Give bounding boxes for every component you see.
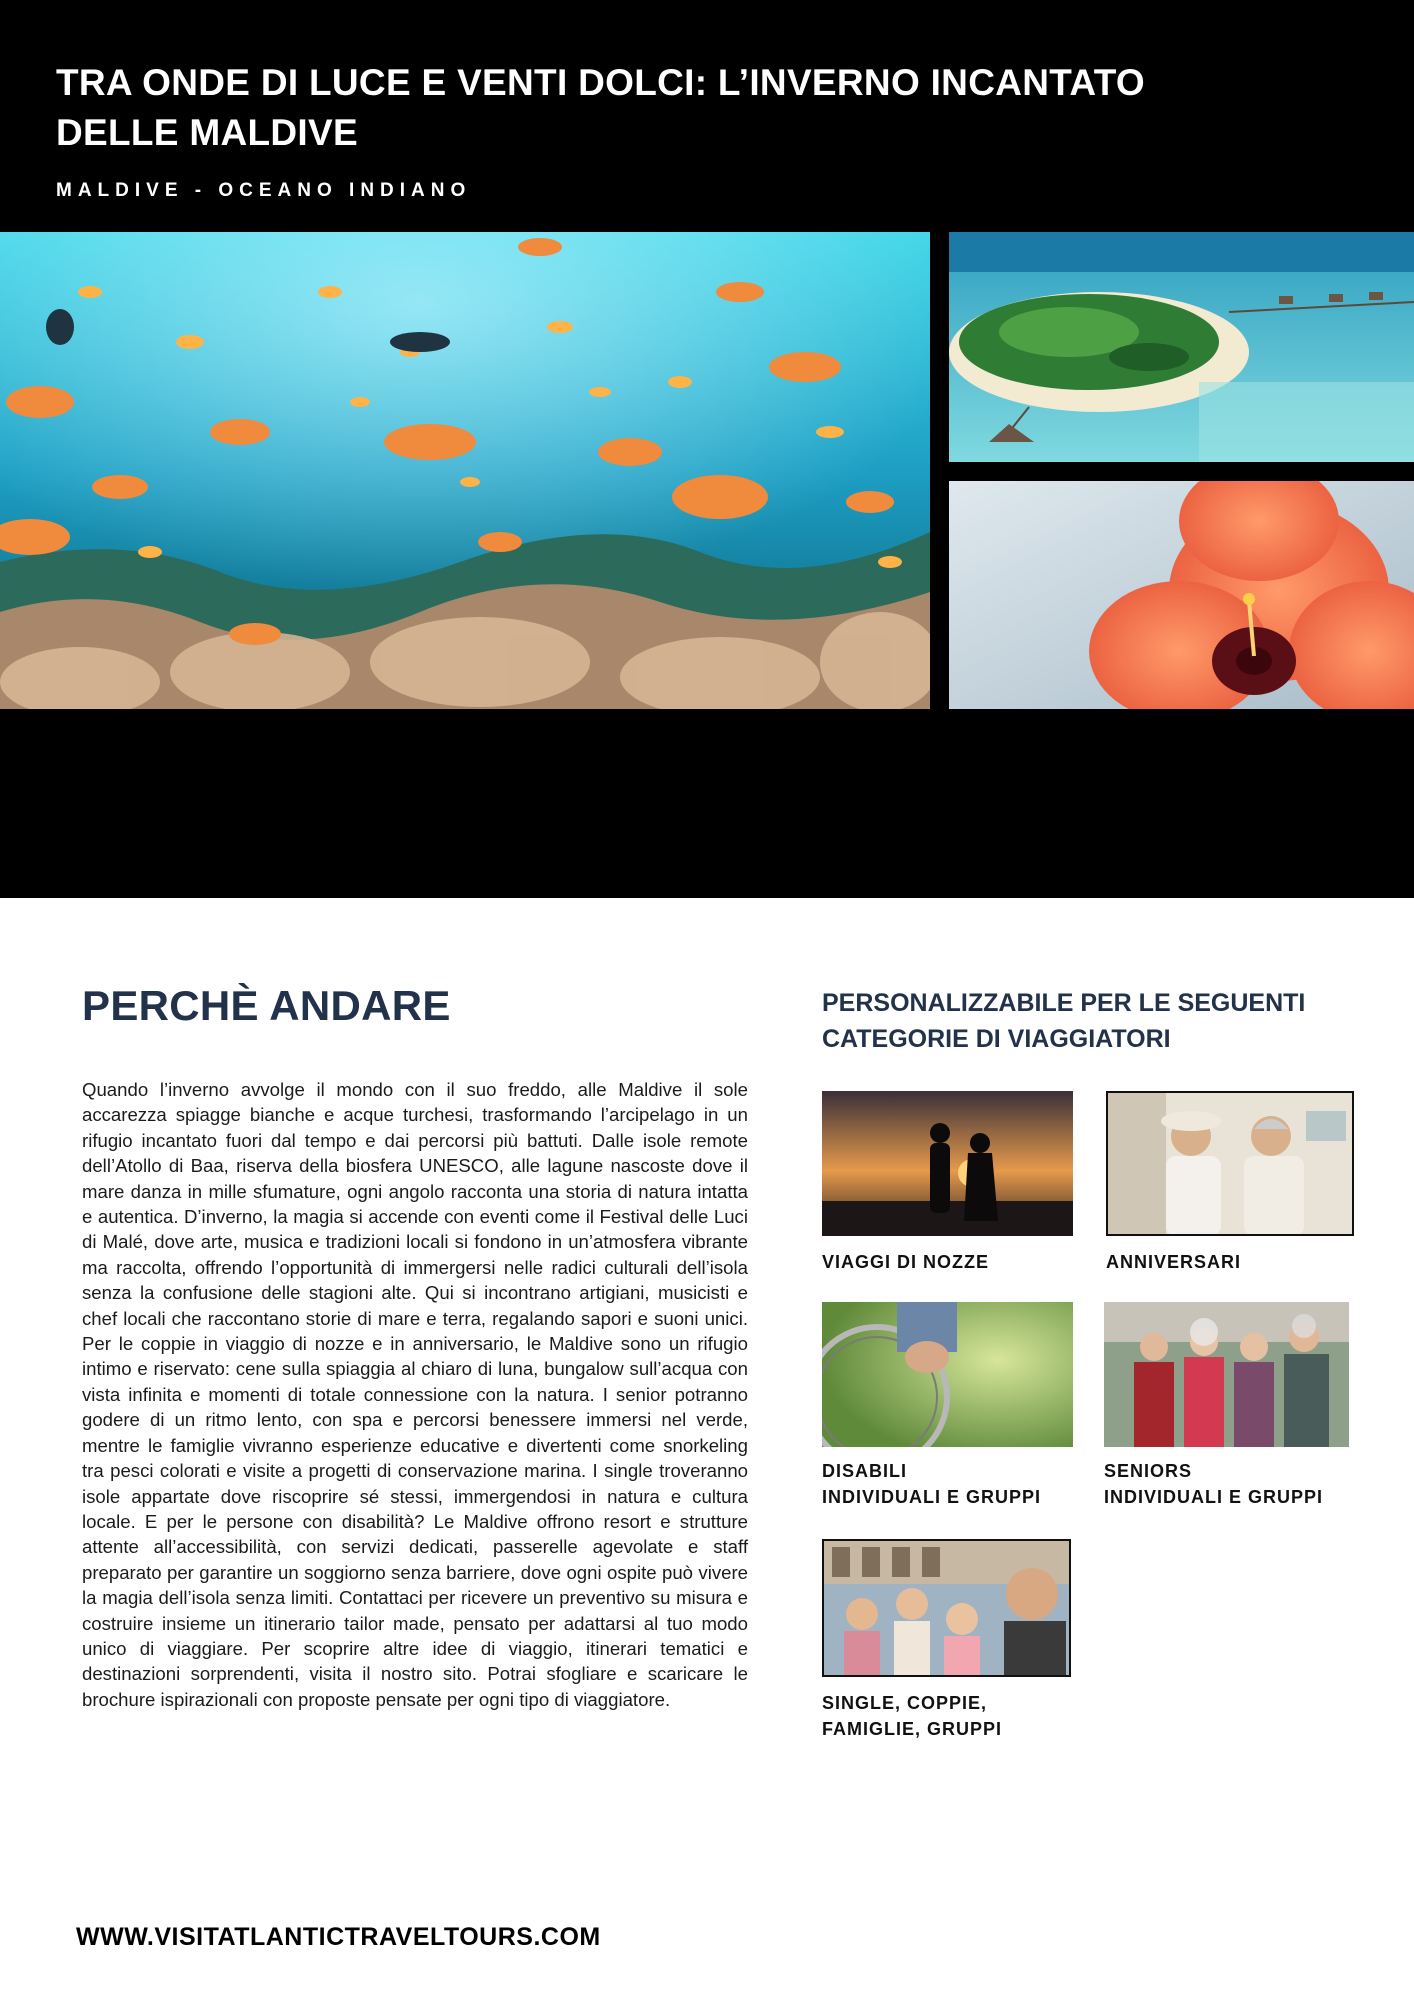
- seniors-group-photo: [1104, 1302, 1349, 1447]
- category-label-singles-couples-families: SINGLE, COPPIE, FAMIGLIE, GRUPPI: [822, 1693, 1003, 1739]
- location-subtitle: MALDIVE - OCEANO INDIANO: [56, 180, 472, 201]
- category-label-honeymoon: VIAGGI DI NOZZE: [822, 1252, 990, 1272]
- family-selfie-photo: [822, 1539, 1071, 1677]
- section-title-why-go: PERCHÈ ANDARE: [82, 982, 451, 1029]
- wheelchair-photo: [822, 1302, 1073, 1447]
- category-label-seniors: SENIORS INDIVIDUALI E GRUPPI: [1104, 1461, 1324, 1507]
- hibiscus-flower-photo: [949, 481, 1414, 709]
- category-label-anniversaries: ANNIVERSARI: [1106, 1252, 1242, 1272]
- honeymoon-couple-photo: [822, 1091, 1073, 1236]
- anniversary-couple-photo: [1106, 1091, 1354, 1236]
- why-go-body-text: Quando l’inverno avvolge il mondo con il suo freddo, alle Maldive il sole accarezza spiagge bianche e acque turchesi, trasformando l’arcipelago in un rifugio incantato fuori dal tempo e dai percorsi più battuti. Dalle isole remote dell’Atollo di Baa, riserva della biosfera UNESCO, alle lagune nascoste dove il mare danza in mille sfumature, ogni angolo racconta una storia di natura intatta e autentica. D’inverno, la magia si accende con eventi come il Festival delle Luci di Malé, dove arte, musica e tradizioni locali si fondono in un’atmosfera vibrante ma raccolta, offrendo l’opportunità di immergersi nelle radici culturali dell’isola senza la confusione delle stagioni alte. Qui si incontrano artigiani, musicisti e chef locali che raccontano storie di mare e terra, regalando sapori e suoni unici. Per le coppie in viaggio di nozze e in anniversario, le Maldive sono un rifugio intimo e riservato: cene sulla spiaggia al chiaro di luna, bungalow sull’acqua con vista infinita e momenti di totale connessione con la natura. I senior potranno godere di un ritmo lento, con spa e percorsi benessere immersi nel verde, mentre le famiglie vivranno esperienze educative e divertenti come snorkeling tra pesci colorati e visite a progetti di conservazione marina. I single troveranno isole appartate dove riscoprire sé stessi, immergendosi in natura e cultura locale. E per le persone con disabilità? Le Maldive offrono resort e strutture attente all’accessibilità, con servizi dedicati, passerelle agevolate e staff preparato per garantire un soggiorno senza barriere, dove ogni ospite può vivere la magia dell’isola senza limiti. Contattaci per ricevere un preventivo su misura e costruire insieme un itinerario tailor made, pensato per adattarsi al tuo modo unico di viaggiare. Per scoprire altre idee di viaggio, itinerari tematici e destinazioni sorprendenti, visita il nostro sito. Potrai sfogliare e scaricare le brochure ispirazionali con proposte pensate per ogni tipo di viaggiatore.: [82, 1079, 748, 1710]
- category-label-disabled: DISABILI INDIVIDUALI E GRUPPI: [822, 1461, 1042, 1507]
- website-url[interactable]: WWW.VISITATLANTICTRAVELTOURS.COM: [76, 1923, 601, 1951]
- hero-banner: [0, 0, 1414, 898]
- categories-heading: PERSONALIZZABILE PER LE SEGUENTI CATEGORIE DI VIAGGIATORI: [822, 989, 1306, 1053]
- coral-reef-photo: [0, 232, 930, 709]
- island-aerial-photo: [949, 232, 1414, 462]
- page-title: TRA ONDE DI LUCE E VENTI DOLCI: L’INVERNO INCANTATO DELLE MALDIVE: [56, 62, 1146, 153]
